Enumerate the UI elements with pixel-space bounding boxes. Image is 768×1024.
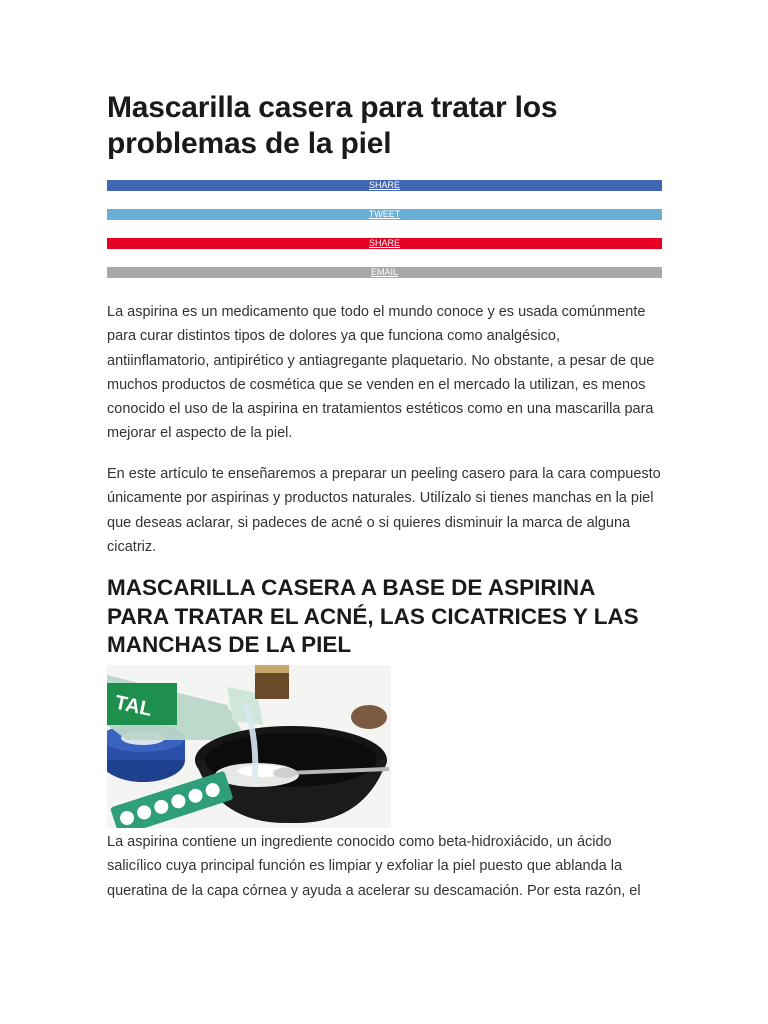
third-paragraph: La aspirina contiene un ingrediente conocido como beta-hidroxiácido, un ácido salicílico cuya principal función es limpiar y exfoliar la piel puesto que ablanda la queratina de la capa córnea y ayuda a acelerar su descamación. Por esta razón, el xyxy=(107,834,641,899)
intro-paragraph: La aspirina es un medicamento que todo el mundo conoce y es usada comúnmente para curar distintos tipos de dolores ya que funciona como analgésico, antiinflamatorio, antipirético y antiagregante plaquetario. No obstante, a pesar de que muchos productos de cosmética que se venden en el mercado la utilizan, es menos conocido el uso de la aspirina en tratamientos estéticos como en una mascarilla para mejorar el aspecto de la piel. xyxy=(107,304,655,442)
article-title: Mascarilla casera para tratar los problemas de la piel xyxy=(107,91,558,160)
facebook-share-button[interactable]: SHARE xyxy=(107,180,662,191)
second-paragraph: En este artículo te enseñaremos a preparar un peeling casero para la cara compuesto únicamente por aspirinas y productos naturales. Utilízalo si tienes manchas en la piel que deseas aclarar, si padeces de acné o si quieres disminuir la marca de alguna cicatriz. xyxy=(107,466,661,555)
twitter-tweet-button[interactable]: TWEET xyxy=(107,209,662,220)
email-share-button[interactable]: EMAIL xyxy=(107,267,662,278)
aspirin-mask-photo xyxy=(107,665,391,828)
svg-text:TAL: TAL xyxy=(112,691,154,721)
pinterest-share-button[interactable]: SHARE xyxy=(107,238,662,249)
section-heading: MASCARILLA CASERA A BASE DE ASPIRINA PARA TRATAR EL ACNÉ, LAS CICATRICES Y LAS MANCHAS DE LA PIEL xyxy=(107,575,639,657)
